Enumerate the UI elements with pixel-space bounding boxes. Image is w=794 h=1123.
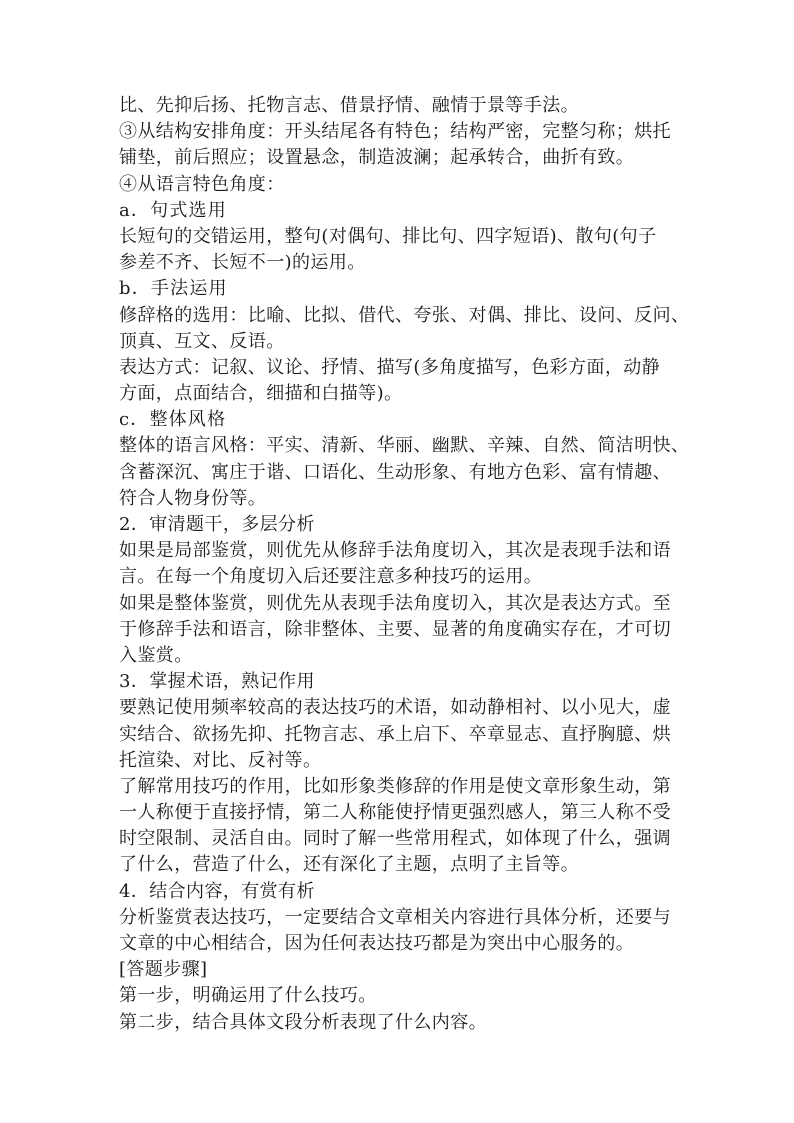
text-line: 整体的语言风格：平实、清新、华丽、幽默、辛辣、自然、简洁明快、 <box>119 435 689 457</box>
text-line: 了什么，营造了什么，还有深化了主题，点明了主旨等。 <box>119 854 579 876</box>
item-heading: b．手法运用 <box>119 278 228 300</box>
text-line: 顶真、互文、反语。 <box>119 330 285 352</box>
text-line: ③从结构安排角度：开头结尾各有特色；结构严密，完整匀称；烘托 <box>119 121 671 143</box>
text-line: 实结合、欲扬先抑、托物言志、承上启下、卒章显志、直抒胸臆、烘 <box>119 723 671 745</box>
section-heading: 2．审清题干，多层分析 <box>119 514 315 535</box>
text-line: 了解常用技巧的作用，比如形象类修辞的作用是使文章形象生动，第 <box>119 775 671 797</box>
item-heading: c．整体风格 <box>119 409 227 431</box>
text-line: 修辞格的选用：比喻、比拟、借代、夸张、对偶、排比、设问、反问、 <box>119 304 689 326</box>
text-line: 第一步，明确运用了什么技巧。 <box>119 985 377 1007</box>
section-subheading: ④从语言特色角度： <box>119 173 285 195</box>
text-line: 如果是整体鉴赏，则优先从表现手法角度切入，其次是表达方式。至 <box>119 592 671 614</box>
answer-steps-heading: [答题步骤] <box>119 959 208 981</box>
text-line: 含蓄深沉、寓庄于谐、口语化、生动形象、有地方色彩、富有情趣、 <box>119 461 671 483</box>
text-line: 托渲染、对比、反衬等。 <box>119 749 322 771</box>
text-line: 如果是局部鉴赏，则优先从修辞手法角度切入，其次是表现手法和语 <box>119 540 671 562</box>
text-line: 一人称便于直接抒情，第二人称能使抒情更强烈感人，第三人称不受 <box>119 802 671 824</box>
text-line: 参差不齐、长短不一)的运用。 <box>119 252 366 274</box>
text-line: 分析鉴赏表达技巧，一定要结合文章相关内容进行具体分析，还要与 <box>119 906 671 928</box>
text-line: 长短句的交错运用，整句(对偶句、排比句、四字短语)、散句(句子 <box>119 225 657 247</box>
text-line: 方面，点面结合，细描和白描等)。 <box>119 383 403 405</box>
text-line: 入鉴赏。 <box>119 644 193 666</box>
section-heading: 4．结合内容，有赏有析 <box>119 880 315 902</box>
text-line: 文章的中心相结合，因为任何表达技巧都是为突出中心服务的。 <box>119 933 635 954</box>
text-line: 表达方式：记叙、议论、抒情、描写(多角度描写，色彩方面，动静 <box>119 356 661 378</box>
item-heading: a．句式选用 <box>119 199 227 221</box>
document-page <box>119 93 689 1036</box>
section-heading: 3．掌握术语，熟记作用 <box>119 671 315 693</box>
text-line: 铺垫，前后照应；设置悬念，制造波澜；起承转合，曲折有致。 <box>119 147 635 169</box>
text-line: 时空限制、灵活自由。同时了解一些常用程式，如体现了什么，强调 <box>119 828 671 850</box>
text-line: 要熟记使用频率较高的表达技巧的术语，如动静相衬、以小见大，虚 <box>119 697 671 719</box>
text-line: 第二步，结合具体文段分析表现了什么内容。 <box>119 1011 487 1033</box>
text-line: 比、先抑后扬、托物言志、借景抒情、融情于景等手法。 <box>119 95 579 116</box>
text-line: 于修辞手法和语言，除非整体、主要、显著的角度确实存在，才可切 <box>119 618 671 640</box>
text-line: 言。在每一个角度切入后还要注意多种技巧的运用。 <box>119 566 543 588</box>
text-line: 符合人物身份等。 <box>119 487 267 509</box>
